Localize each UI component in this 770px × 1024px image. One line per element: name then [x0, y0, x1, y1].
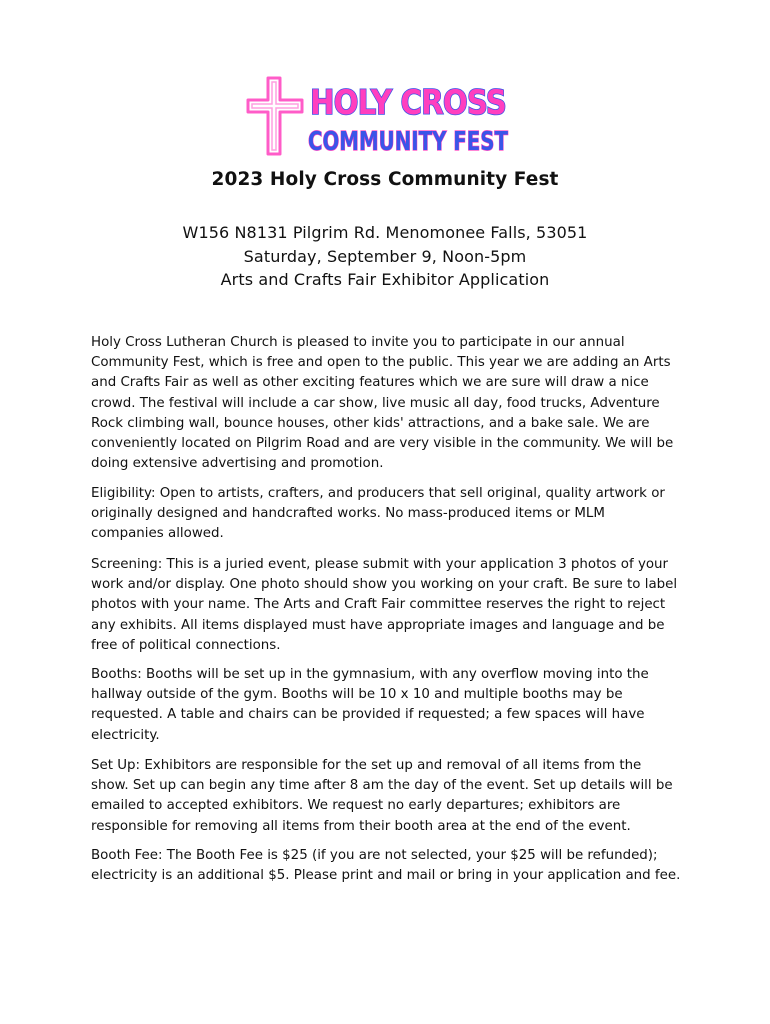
application-subtitle: Arts and Crafts Fair Exhibitor Application	[220, 270, 550, 289]
intro-paragraph: Holy Cross Lutheran Church is pleased to invite you to participate in our annual Community Fest, which is free and open to the public. This year we are adding an Arts and Crafts Fair as well as other exciting features which we are sure will draw a nice crowd. The festival will include a car show, live music all day, food trucks, Adventure Rock climbing wall, bounce houses, other kids' attractions, and a bake sale. We are conveniently located on Pilgrim Road and are very visible in the community. We will be doing extensive advertising and promotion.	[91, 335, 674, 472]
logo-line2: COMMUNITY FEST	[308, 127, 509, 157]
logo-line1: HOLY CROSS	[310, 83, 506, 123]
document-title: 2023 Holy Cross Community Fest	[211, 169, 559, 190]
booths-paragraph: Booths: Booths will be set up in the gymnasium, with any overflow moving into the hallway outside of the gym. Booths will be 10 x 10 and multiple booths may be requested. A table and chairs can be provided if requested; a few spaces will have electricity.	[91, 667, 649, 743]
setup-paragraph: Set Up: Exhibitors are responsible for the set up and removal of all items from the show. Set up can begin any time after 8 am the day of the event. Set up details will be emailed to accepted exhibitors. We request no early departures; exhibitors are responsible for removing all items from their booth area at the end of the event.	[91, 758, 673, 834]
holy-cross-logo	[246, 74, 510, 156]
booth-fee-paragraph: Booth Fee: The Booth Fee is $25 (if you are not selected, your $25 will be refunded); electricity is an additional $5. Please print and mail or bring in your application and fee.	[91, 848, 681, 884]
eligibility-paragraph: Eligibility: Open to artists, crafters, and producers that sell original, quality artwork or originally designed and handcrafted works. No mass-produced items or MLM companies allowed.	[91, 486, 665, 542]
screening-paragraph: Screening: This is a juried event, please submit with your application 3 photos of your work and/or display. One photo should show you working on your craft. Be sure to label photos with your name. The Arts and Craft Fair committee reserves the right to reject any exhibits. All items displayed must have appropriate images and language and be free of political connections.	[91, 557, 678, 653]
event-date: Saturday, September 9, Noon-5pm	[243, 247, 527, 266]
event-address: W156 N8131 Pilgrim Rd. Menomonee Falls, 53051	[182, 223, 588, 242]
cross-icon	[248, 78, 302, 154]
